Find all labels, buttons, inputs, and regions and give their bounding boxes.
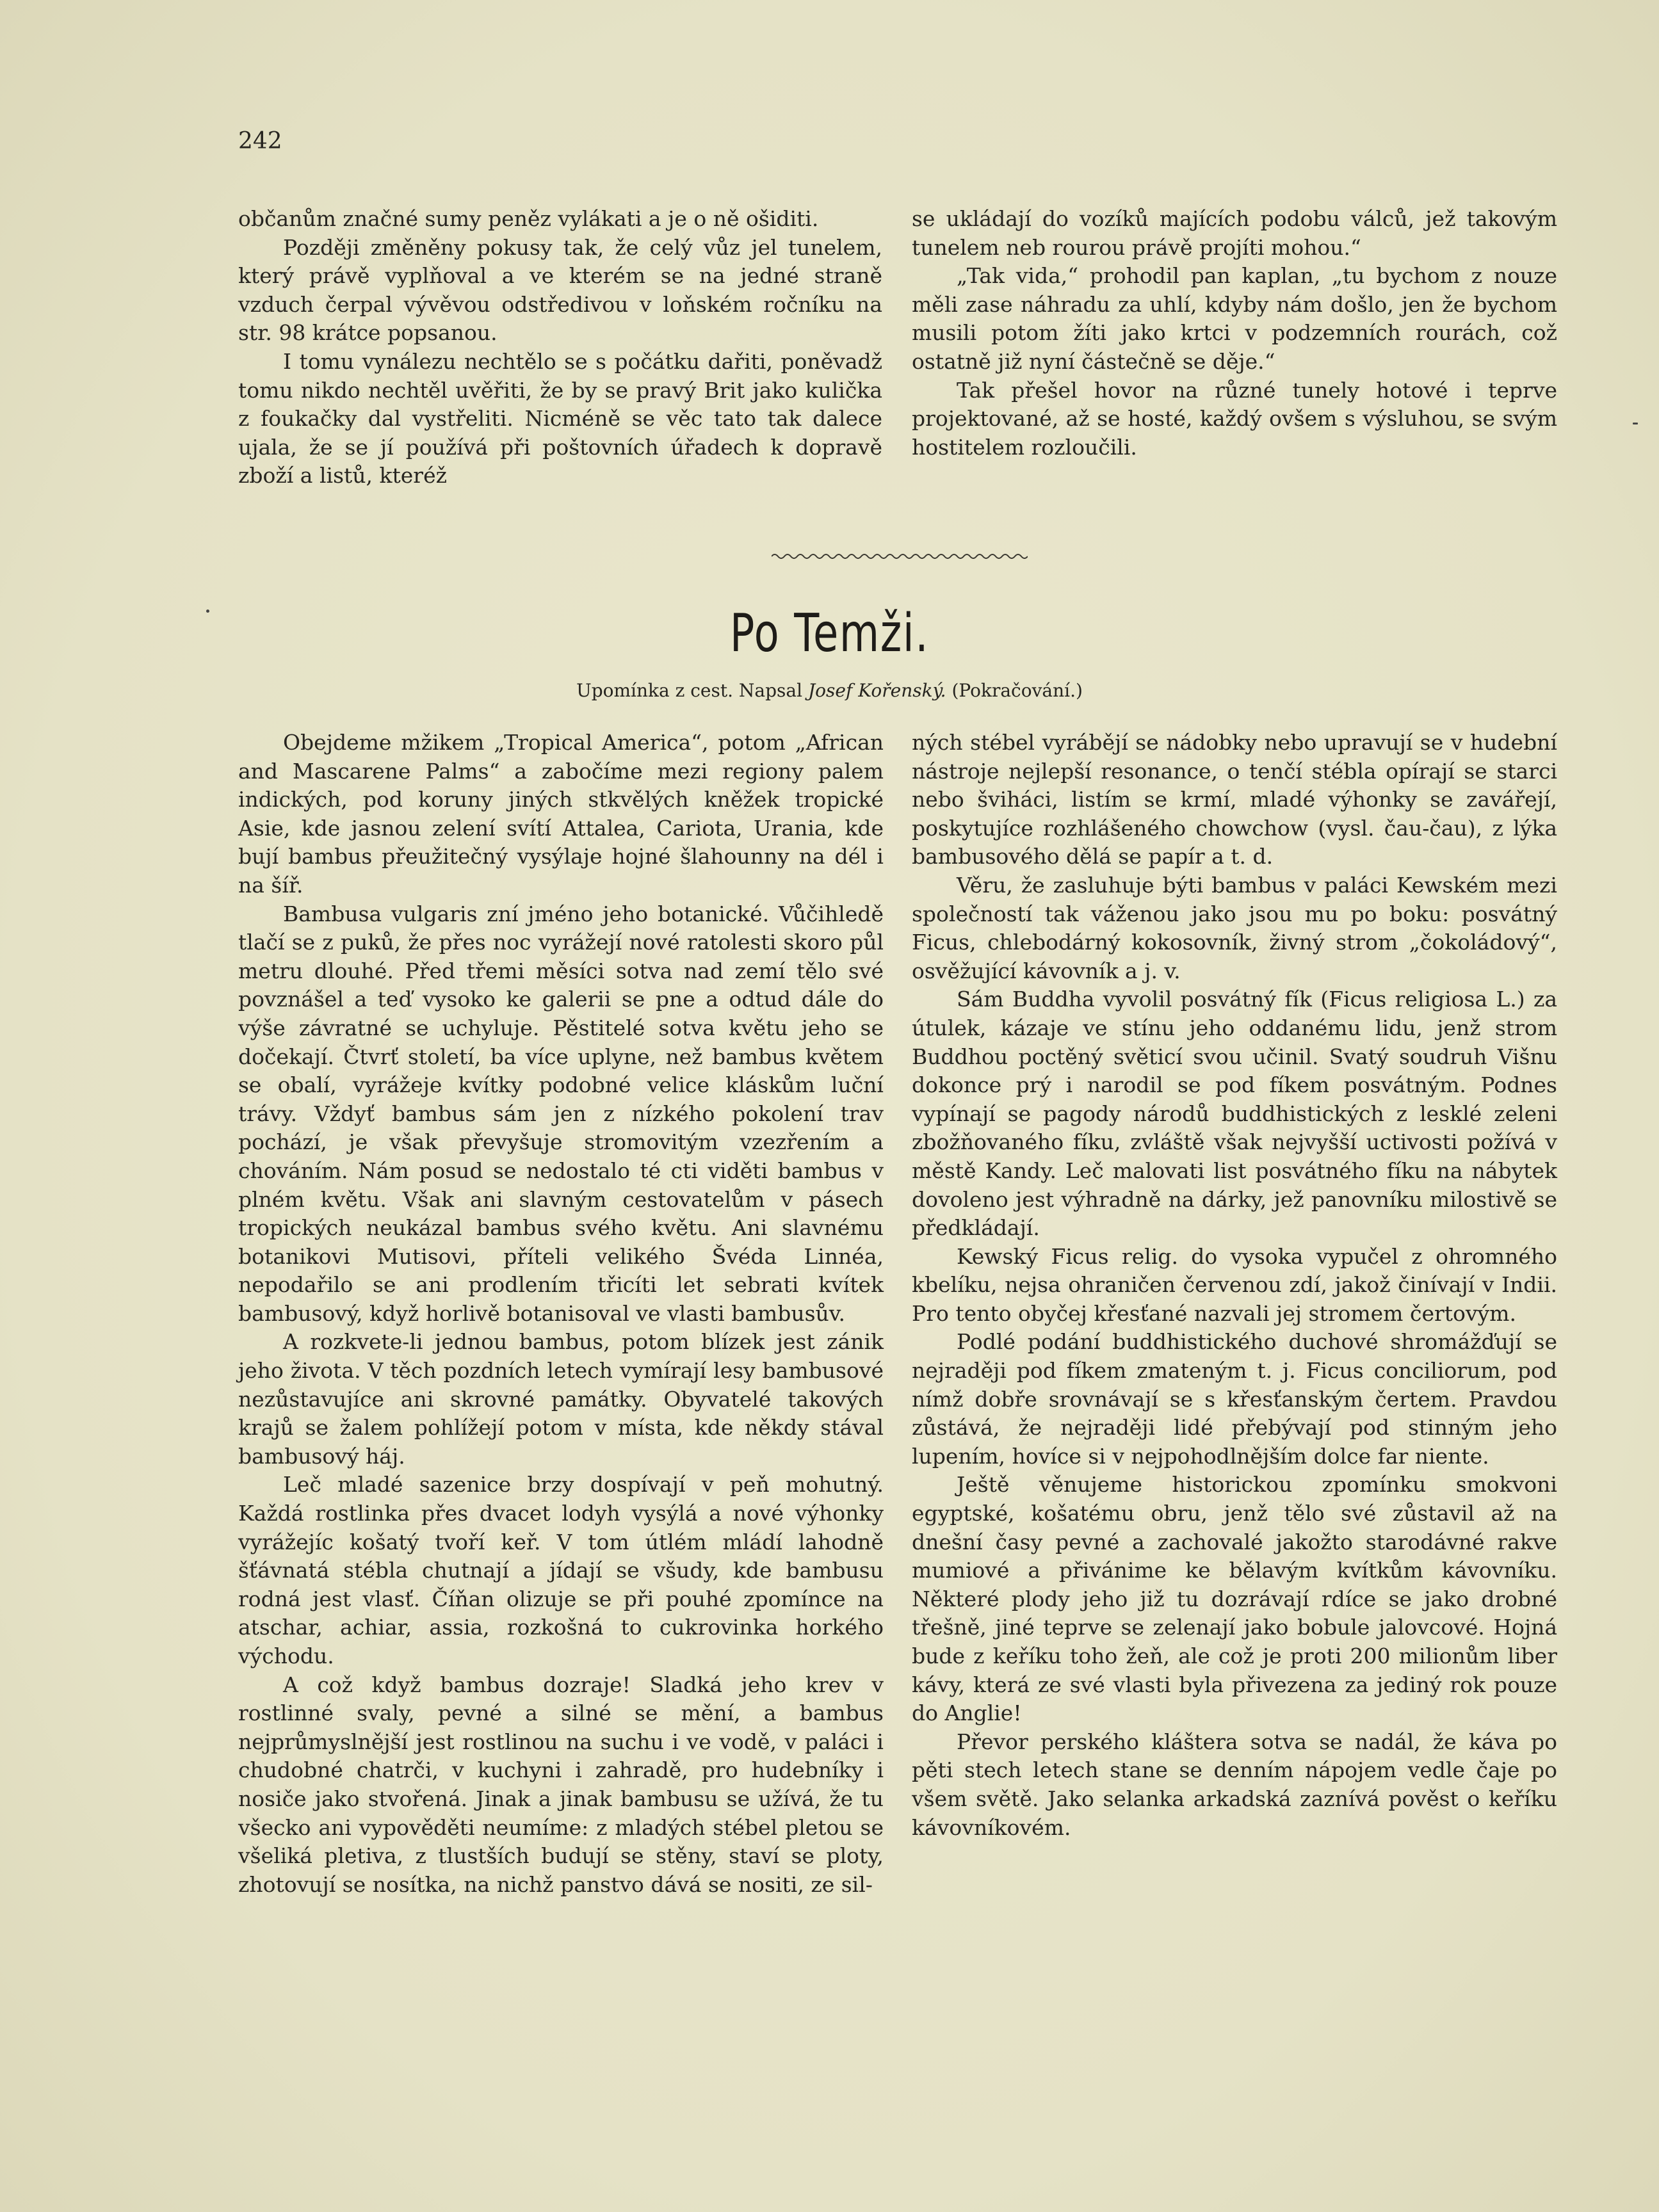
paragraph: Podlé podání buddhistického duchové shromážďují se nejraději pod fíkem zmateným t. j. Ficus conciliorum, pod nímž dobře srovnávají se s křesťanským čertem. Pravdou zůstává, že nejraději lidé přebývají pod stinným jeho lupením, hovíce si v nejpohodlnějším dolce far niente.	[912, 1329, 1557, 1469]
paragraph: se ukládají do vozíků majících podobu válců, jež takovým tunelem neb rourou právě projíti mohou.“	[912, 206, 1557, 260]
paragraph: „Tak vida,“ prohodil pan kaplan, „tu bychom z nouze měli zase náhradu za uhlí, kdyby nám došlo, jen že bychom musili potom žíti jako krtci v podzemních rourách, což ostatně již nyní částečně se děje.“	[912, 263, 1557, 374]
top-left-column	[238, 205, 882, 490]
paragraph: Tak přešel hovor na různé tunely hotové i teprve projektované, až se hosté, každý ovšem s výsluhou, se svým hostitelem rozloučili.	[912, 377, 1557, 460]
article-left-column	[238, 729, 884, 1899]
paragraph: Leč mladé sazenice brzy dospívají v peň mohutný. Každá rostlinka přes dvacet lodyh vysýlá a nové výhonky vyrážejíc košatý tvoří keř. V tom útlém mládí lahodně šťávnatá stébla chutnají a jídají se všudy, kde bambusu rodná jest vlasť. Číňan olizuje se při pouhé zpomínce na atschar, achiar, assia, rozkošná to cukrovinka horkého východu.	[238, 1472, 884, 1668]
paragraph: A rozkvete-li jednou bambus, potom blízek jest zánik jeho života. V těch pozdních letech vymírají lesy bambusové nezůstavujíce ani skrovné památky. Obyvatelé takových krajů se žalem pohlížejí potom v místa, kde někdy stával bambusový háj.	[238, 1329, 884, 1469]
wavy-separator	[772, 552, 1028, 561]
paragraph: Věru, že zasluhuje býti bambus v paláci Kewském mezi společností tak váženou jako jsou mu po boku: posvátný Ficus, chlebodárný kokosovník, živný strom „čokoládový“, osvěžující kávovník a j. v.	[912, 872, 1557, 983]
paper-speck	[206, 610, 209, 613]
article-right-column	[912, 729, 1557, 1842]
subtitle-suffix: (Pokračování.)	[951, 680, 1083, 701]
paragraph: občanům značné sumy peněz vylákati a je o ně ošiditi.	[238, 206, 819, 231]
paragraph: Bambusa vulgaris zní jméno jeho botanické. Vůčihledě tlačí se z puků, že přes noc vyrážejí nové ratolesti skoro půl metru dlouhé. Před třemi měsíci sotva nad zemí tělo své povznášel a teď vysoko ke galerii se pne a odtud dále do výše závratné se uchyluje. Pěstitelé sotva květu jeho se dočekají. Čtvrť století, ba více uplyne, než bambus květem se obalí, vyrážeje kvítky podobné velice kláskům luční trávy. Vždyť bambus sám jen z nízkého pokolení trav pochází, je však převyšuje stromovitým vzezřením a chováním. Nám posud se nedostalo té cti viděti bambus v plném květu. Však ani slavným cestovatelům v pásech tropických neukázal bambus svého květu. Ani slavnému botanikovi Mutisovi, příteli velikého Švéda Linnéa, nepodařilo se ani prodlením třicíti let sebrati kvítek bambusový, když horlivě botanisoval ve vlasti bambusův.	[238, 901, 884, 1326]
author-name: Josef Kořenský.	[807, 680, 946, 701]
paper-speck	[1633, 423, 1638, 424]
paragraph: ných stébel vyrábějí se nádobky nebo upravují se v hudební nástroje nejlepší resonance, o tenčí stébla opírají se starci nebo šviháci, listím se krmí, mladé výhonky se zavářejí, poskytujíce rozhlášeného chowchow (vysl. čau-čau), z lýka bambusového dělá se papír a t. d.	[912, 730, 1557, 869]
paragraph: Obejdeme mžikem „Tropical America“, potom „African and Mascarene Palms“ a zabočíme mezi regiony palem indických, pod koruny jiných stkvělých kněžek tropické Asie, kde jasnou zelení svítí Attalea, Cariota, Urania, kde bují bambus přeužitečný vysýlaje hojné šlahounny na dél i na šíř.	[238, 730, 884, 898]
paragraph: Později změněny pokusy tak, že celý vůz jel tunelem, který právě vyplňoval a ve kterém se na jedné straně vzduch čerpal vývěvou odstředivou v loňském ročníku na str. 98 krátce popsanou.	[238, 234, 882, 346]
article-title: Po Temži.	[729, 603, 930, 664]
article-subtitle	[0, 680, 1659, 701]
paragraph: I tomu vynálezu nechtělo se s počátku dařiti, poněvadž tomu nikdo nechtěl uvěřiti, že by se pravý Brit jako kulička z foukačky dal vystřeliti. Nicméně se věc tato tak dalece ujala, že se jí používá při poštovních úřadech k dopravě zboží a listů, kteréž	[238, 348, 882, 488]
paragraph: A což když bambus dozraje! Sladká jeho krev v rostlinné svaly, pevné a silné se mění, a bambus nejprůmyslnější jest rostlinou na suchu i ve vodě, v paláci i chudobné chatrči, v kuchyni i zahradě, pro hudebníky i nosiče jako stvořená. Jinak a jinak bambusu se užívá, že tu všecko ani vypověděti neumíme: z mladých stébel pletou se všeliká pletiva, z tlustších budují se stěny, staví se ploty, zhotovují se nosítka, na nichž panstvo dává se nositi, ze sil-	[238, 1672, 884, 1897]
page-number: 242	[238, 128, 282, 154]
subtitle-prefix: Upomínka z cest. Napsal	[576, 680, 803, 701]
paragraph: Ještě věnujeme historickou zpomínku smokvoni egyptské, košatému obru, jenž tělo své zůstavil až na dnešní časy pevné a zachovalé jakožto starodávné rakve mumiové a přivánime ke bělavým kvítkům kávovníku. Některé plody jeho již tu dozrávají rdíce se jako drobné třešně, jiné teprve se zelenají jako bobule jalovcové. Hojná bude z keříku toho žeň, ale což je proti 200 milionům liber kávy, která ze své vlasti byla přivezena za jediný rok pouze do Anglie!	[912, 1472, 1557, 1726]
paragraph: Kewský Ficus relig. do vysoka vypučel z ohromného kbelíku, nejsa ohraničen červenou zdí, jakož činívají v Indii. Pro tento obyčej křesťané nazvali jej stromem čertovým.	[912, 1243, 1557, 1326]
top-right-column	[912, 205, 1557, 462]
paragraph: Sám Buddha vyvolil posvátný fík (Ficus religiosa L.) za útulek, kázaje ve stínu jeho oddanému lidu, jenž strom Buddhou poctěný světicí svou učinil. Svatý soudruh Višnu dokonce prý i narodil se pod fíkem posvátným. Podnes vypínají se pagody národů buddhistických z lesklé zeleni zbožňovaného fíku, zvláště však nejvyšší uctivosti požívá v městě Kandy. Leč malovati list posvátného fíku na nábytek dovoleno jest výhradně na dárky, jež panovníku milostivě se předkládají.	[912, 987, 1557, 1241]
paragraph: Převor perského kláštera sotva se nadál, že káva po pěti stech letech stane se denním nápojem vedle čaje po všem světě. Jako selanka arkadská zaznívá pověst o keříku kávovníkovém.	[912, 1729, 1557, 1840]
